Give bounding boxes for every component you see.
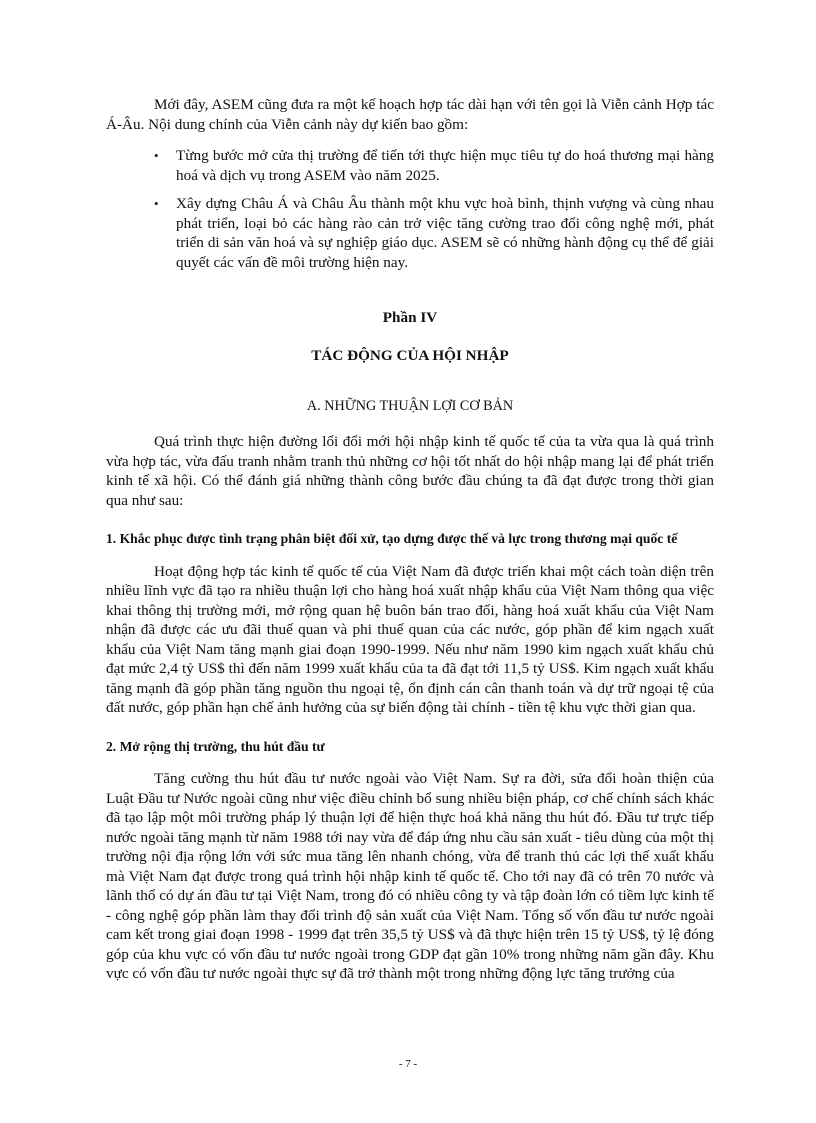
- section-a-paragraph: Quá trình thực hiện đường lối đổi mới hội nhập kinh tế quốc tế của ta vừa qua là quá trình vừa hợp tác, vừa đấu tranh nhằm tranh thủ những cơ hội tốt nhất do hội nhập mang lại để phát triển kinh tế xã hội. Có thể đánh giá những thành công bước đầu chúng ta đã đạt được trong thời gian qua như sau:: [106, 433, 714, 509]
- bullet-icon: •: [154, 196, 159, 211]
- part-label: Phần IV: [382, 309, 438, 326]
- subsection-1-paragraph: Hoạt động hợp tác kinh tế quốc tế của Việt Nam đã được triển khai một cách toàn diện trên nhiều lĩnh vực đã tạo ra nhiều thuận lợi cho hàng hoá xuất nhập khẩu của Việt Nam thông qua việc khai thông thị trường mới, mở rộng quan hệ buôn bán trao đổi, hàng hoá xuất khẩu của Việt Nam nhận đã được các ưu đãi thuế quan và phi thuế quan của các nước, góp phần để kim ngạch xuất khẩu của Việt Nam tăng mạnh giai đoạn 1990-1999. Nếu như năm 1990 kim ngạch xuất khẩu chủ đạt mức 2,4 tỷ US$ thì đến năm 1999 xuất khẩu của ta đã đạt tới 11,5 tỷ US$. Kim ngạch xuất khẩu tăng mạnh đã góp phần tăng nguồn thu ngoại tệ, ổn định cán cân thanh toán và dự trữ ngoại tệ của đất nước, góp phần hạn chế ảnh hưởng của sự biến động tài chính - tiền tệ khu vực thời gian qua.: [106, 562, 714, 716]
- subsection-2-paragraph: Tăng cường thu hút đầu tư nước ngoài vào Việt Nam. Sự ra đời, sửa đổi hoàn thiện của Luật Đầu tư Nước ngoài cũng như việc điều chỉnh bổ sung nhiều biện pháp, cơ chế chính sách khác đã tạo lập một môi trường pháp lý thuận lợi để hiện thực hoá khả năng thu hút đó. Đầu tư trực tiếp nước ngoài tăng mạnh từ năm 1988 tới nay vừa để đáp ứng nhu cầu sản xuất - tiêu dùng của một thị trường nội địa rộng lớn với sức mua tăng lên nhanh chóng, vừa để tranh thủ các lợi thế xuất khẩu mà Việt Nam đạt được trong quá trình hội nhập kinh tế quốc tế. Cho tới nay đã có trên 70 nước và lãnh thổ có dự án đầu tư tại Việt Nam, trong đó có nhiều công ty và tập đoàn lớn có tiềm lực kinh tế - công nghệ góp phần làm thay đổi trình độ sản xuất của Việt Nam. Tổng số vốn đầu tư nước ngoài cam kết trong giai đoạn 1998 - 1999 đạt trên 35,5 tỷ US$ và đã thực hiện trên 15 tỷ US$, tỷ lệ đóng góp của khu vực có vốn đầu tư nước ngoài trong GDP đạt gần 10% trong những năm gần đây. Khu vực có vốn đầu tư nước ngoài thực sự đã trở thành một trong những động lực tăng trưởng của: [106, 770, 714, 982]
- document-page: [106, 95, 714, 984]
- bullet-icon: •: [154, 148, 159, 163]
- part-title: TÁC ĐỘNG CỦA HỘI NHẬP: [311, 347, 509, 364]
- subsection-heading-2: 2. Mở rộng thị trường, thu hút đầu tư: [106, 738, 325, 754]
- bullet-text: Xây dựng Châu Á và Châu Âu thành một khu vực hoà bình, thịnh vượng và cùng nhau phát triển, loại bỏ các hàng rào cản trở việc tăng cường trao đổi công nghệ mới, phát triển di sản văn hoá và sự nghiệp giáo dục. ASEM sẽ có những hành động cụ thể để giải quyết các vấn đề môi trường hiện nay.: [176, 195, 714, 271]
- page-number: - 7 -: [398, 1058, 418, 1070]
- section-heading-a: A. NHỮNG THUẬN LỢI CƠ BẢN: [306, 398, 514, 414]
- bullet-list: [106, 146, 714, 272]
- list-item: [106, 146, 714, 185]
- intro-paragraph: Mới đây, ASEM cũng đưa ra một kế hoạch hợp tác dài hạn với tên gọi là Viễn cảnh Hợp tác Á-Âu. Nội dung chính của Viễn cảnh này dự kiến bao gồm:: [106, 96, 714, 133]
- bullet-text: Từng bước mở cửa thị trường để tiến tới thực hiện mục tiêu tự do hoá thương mại hàng hoá và dịch vụ trong ASEM vào năm 2025.: [176, 147, 714, 184]
- subsection-heading-1: 1. Khắc phục được tình trạng phân biệt đối xử, tạo dựng được thế và lực trong thương mại quốc tế: [106, 531, 678, 546]
- list-item: [106, 194, 714, 272]
